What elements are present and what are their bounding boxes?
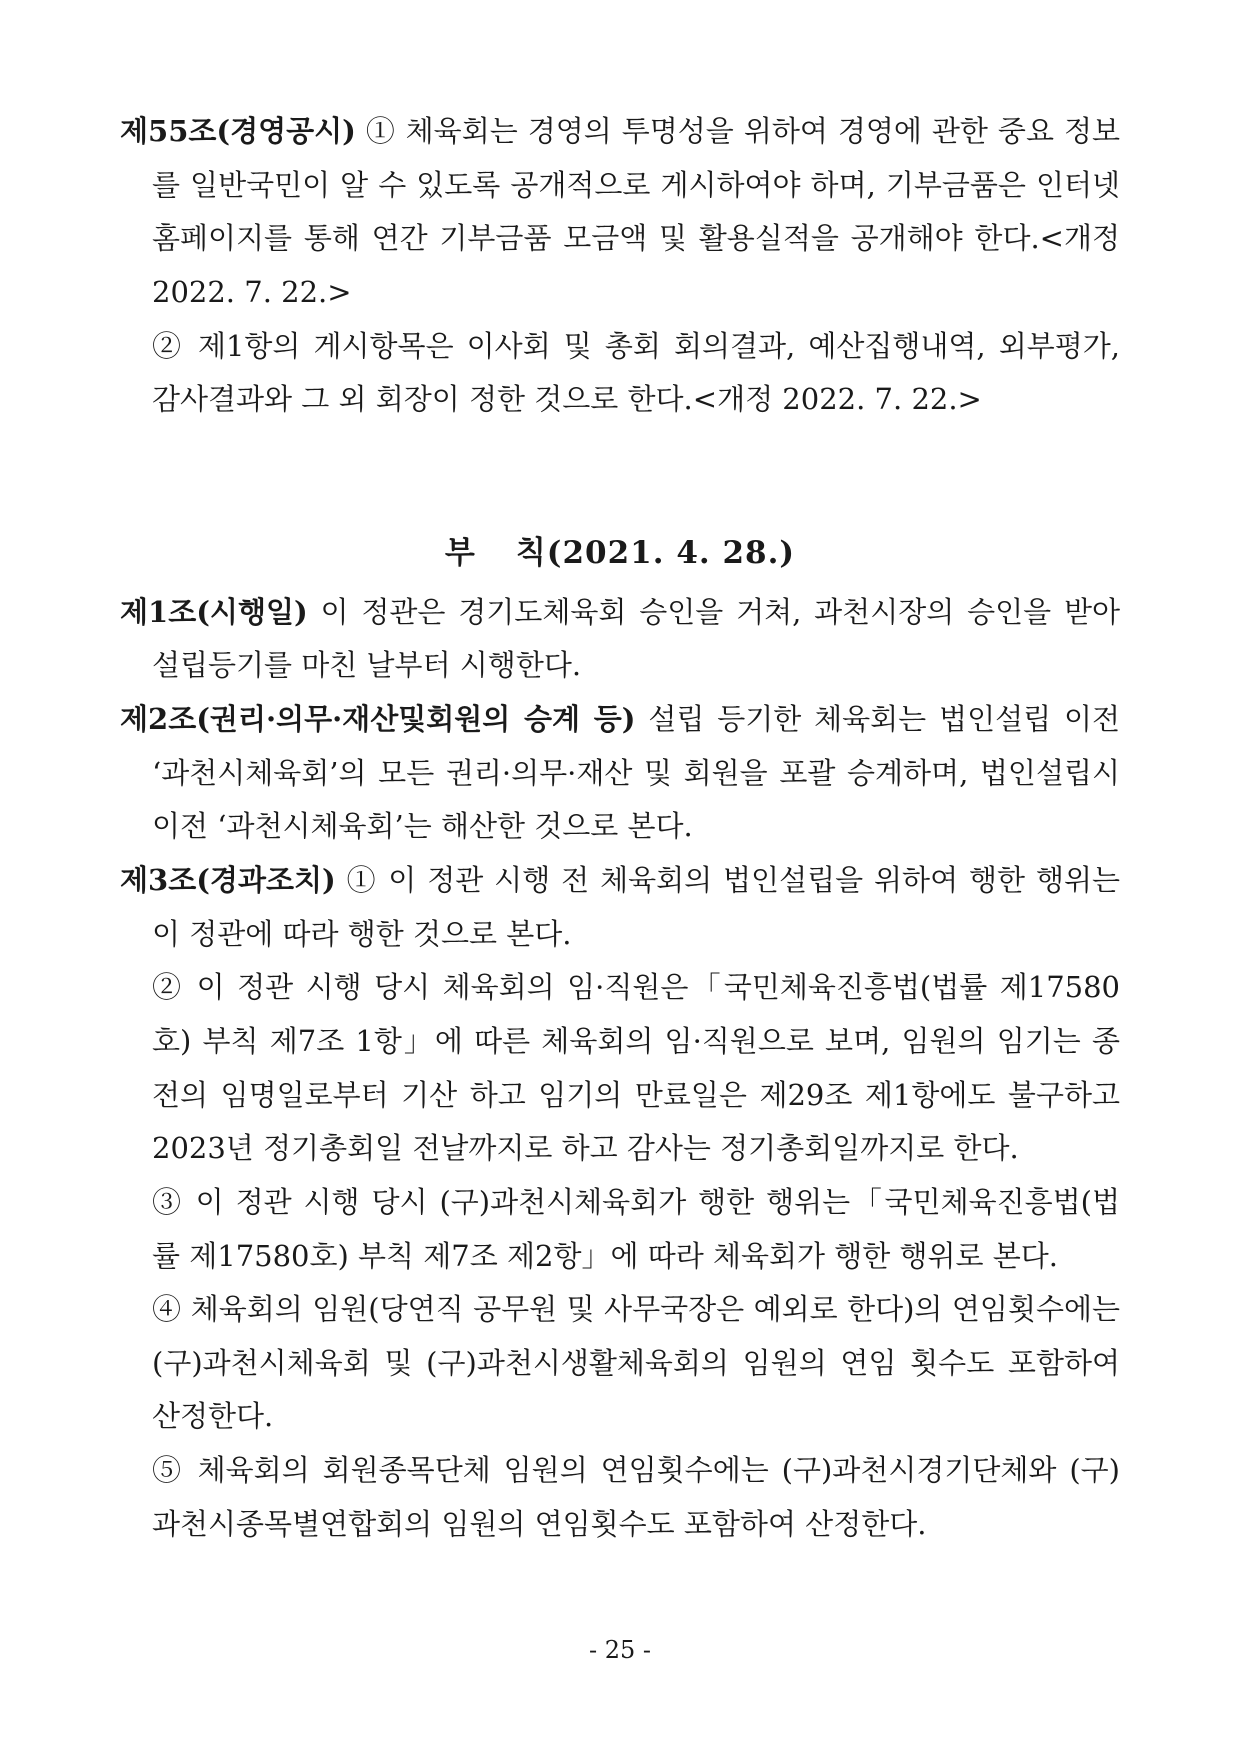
addenda-article-3-paragraph-2: ② 이 정관 시행 당시 체육회의 임·직원은「국민체육진흥법(법률 제17580호) 부칙 제7조 1항」에 따른 체육회의 임·직원으로 보며, 임원의 임기는 종전의 임명일로부터 기산 하고 임기의 만료일은 제29조 제1항에도 불구하고 2023년 정기총회일 전날까지로 하고 감사는 정기총회일까지로 한다. xyxy=(152,970,1120,1166)
addenda-article-2-text: 설립 등기한 체육회는 법인설립 이전 ‘과천시체육회’의 모든 권리·의무·재산 및 회원을 포괄 승계하며, 법인설립시 이전 ‘과천시체육회’는 해산한 것으로 본다. xyxy=(152,702,1120,844)
addenda-article-3-paragraph-3: ③ 이 정관 시행 당시 (구)과천시체육회가 행한 행위는「국민체육진흥법(법률 제17580호) 부칙 제7조 제2항」에 따라 체육회가 행한 행위로 본다. xyxy=(152,1184,1120,1273)
article-55-paragraph-2: ② 제1항의 게시항목은 이사회 및 총회 회의결과, 예산집행내역, 외부평가, 감사결과와 그 외 회장이 정한 것으로 한다.<개정 2022. 7. 22.> xyxy=(152,328,1120,417)
addenda-article-1-text: 이 정관은 경기도체육회 승인을 거쳐, 과천시장의 승인을 받아 설립등기를 마친 날부터 시행한다. xyxy=(152,594,1120,683)
article-55-paragraph-1: ① 체육회는 경영의 투명성을 위하여 경영에 관한 중요 정보를 일반국민이 알 수 있도록 공개적으로 게시하여야 하며, 기부금품은 인터넷 홈페이지를 통해 연간 기부금품 모금액 및 활용실적을 공개해야 한다.<개정 2022. 7. 22.> xyxy=(152,114,1120,309)
addenda-article-3-paragraph-4: ④ 체육회의 임원(당연직 공무원 및 사무국장은 예외로 한다)의 연임횟수에는 (구)과천시체육회 및 (구)과천시생활체육회의 임원의 연임 횟수도 포함하여 산정한다. xyxy=(152,1292,1120,1434)
addenda-article-1 xyxy=(120,586,1120,693)
addenda-article-2-title: 제2조(권리·의무·재산및회원의 승계 등) xyxy=(120,702,636,737)
page-number: - 25 - xyxy=(588,1636,651,1664)
addenda-heading-rest: 칙(2021. 4. 28.) xyxy=(515,534,796,571)
article-55-title: 제55조(경영공시) xyxy=(120,114,356,148)
addenda-article-1-title: 제1조(시행일) xyxy=(120,594,308,629)
document-body xyxy=(120,105,1120,1551)
addenda-article-3-title: 제3조(경과조치) xyxy=(120,863,336,898)
addenda-article-3-paragraph-5: ⑤ 체육회의 회원종목단체 임원의 연임횟수에는 (구)과천시경기단체와 (구)과천시종목별연합회의 임원의 연임횟수도 포함하여 산정한다. xyxy=(152,1453,1120,1541)
addenda-article-3-paragraph-1: ① 이 정관 시행 전 체육회의 법인설립을 위하여 행한 행위는 이 정관에 따라 행한 것으로 본다. xyxy=(152,863,1121,951)
addenda-heading-bu: 부 xyxy=(444,534,476,571)
article-55 xyxy=(120,105,1120,320)
addenda-article-3 xyxy=(120,854,1120,961)
addenda-heading xyxy=(120,527,1120,572)
addenda-article-2 xyxy=(120,693,1120,854)
